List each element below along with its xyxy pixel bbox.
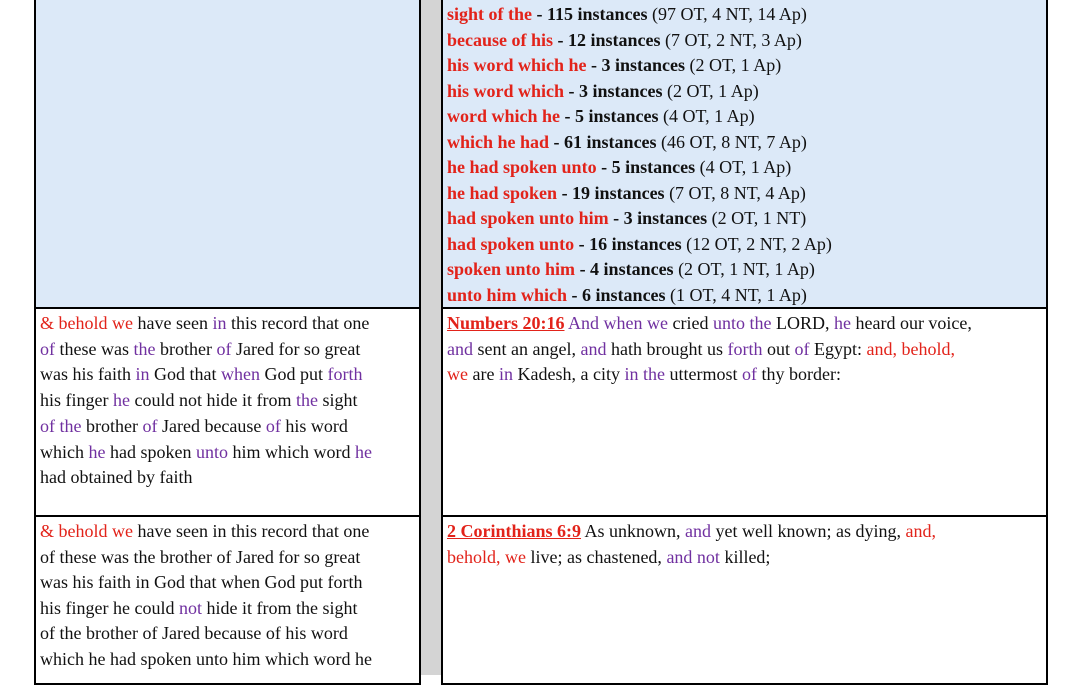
phrase-text: which he had (447, 131, 550, 152)
text-segment: of these was the brother of Jared for so great (40, 546, 361, 567)
text-segment: of the brother of Jared because of his word (40, 623, 348, 643)
instance-count: - 16 instances (574, 233, 687, 254)
text-segment: Jared for so great (231, 338, 361, 359)
instance-count: - 19 instances (557, 182, 670, 203)
text-segment: live; as chastened, (525, 546, 667, 567)
text-segment: Egypt: (809, 338, 867, 359)
text-segment: unto (195, 441, 228, 462)
text-segment: him which word (228, 441, 355, 462)
row3-left-line (40, 570, 362, 595)
text-segment: unto the (712, 313, 772, 333)
text-segment: and not (666, 546, 720, 567)
text-segment: he (354, 441, 372, 462)
instance-breakdown: (46 OT, 8 NT, 7 Ap) (661, 131, 807, 152)
text-segment: he (833, 313, 851, 333)
row3-left-cell (34, 515, 421, 685)
row3-left-line (40, 647, 372, 672)
row2-left-line (40, 465, 192, 490)
instance-count: - 3 instances (608, 208, 712, 228)
text-segment: thy border: (756, 364, 841, 385)
instance-breakdown: (2 OT, 1 Ap) (667, 80, 759, 101)
instance-breakdown: (2 OT, 1 NT) (711, 208, 807, 228)
instance-breakdown: (7 OT, 2 NT, 3 Ap) (665, 29, 802, 50)
row2-right-line (447, 311, 972, 336)
scripture-reference: Numbers 20:16 (447, 313, 565, 333)
instance-count: - 115 instances (532, 4, 653, 24)
text-segment: brother (155, 338, 217, 359)
text-segment: Kadesh, a city (513, 364, 625, 385)
text-segment: have seen (132, 313, 213, 333)
text-segment: have seen in this record that one (132, 521, 370, 541)
text-segment: & behold we (40, 313, 133, 333)
text-segment: we (447, 364, 468, 385)
text-segment: of (142, 415, 158, 436)
text-segment: sight (317, 390, 358, 411)
text-segment: his finger he could (40, 597, 179, 618)
phrase-text: he had spoken unto (447, 157, 597, 177)
text-segment: and (580, 338, 607, 359)
phrase-stat-row (447, 130, 807, 155)
row3-left-line (40, 519, 369, 544)
instance-count: - 4 instances (575, 259, 679, 279)
phrase-stat-row (447, 2, 807, 27)
text-segment: of (216, 338, 232, 359)
text-segment: As unknown, (581, 521, 686, 541)
text-segment: not (178, 597, 202, 618)
text-segment: forth (727, 338, 763, 359)
text-segment: Jared because (157, 415, 266, 436)
instance-breakdown: (4 OT, 1 Ap) (663, 106, 755, 126)
phrase-text: had spoken unto (447, 233, 575, 254)
text-segment: was his faith in God that when God put forth (40, 572, 363, 592)
text-segment: these was (55, 338, 134, 359)
column-gutter (421, 0, 441, 675)
phrase-stat-row (447, 104, 755, 129)
row2-left-line (40, 362, 363, 387)
text-segment: yet well known; as dying, (711, 521, 906, 541)
row2-left-line (40, 337, 360, 362)
row2-left-line (40, 388, 357, 413)
text-segment: And when we (564, 313, 668, 333)
row3-right-line (447, 545, 770, 570)
row2-left-cell (34, 307, 421, 517)
row1-right-cell (441, 0, 1048, 309)
text-segment: hath brought us (606, 338, 728, 359)
phrase-text: sight of the (447, 4, 532, 24)
text-segment: the (133, 338, 156, 359)
phrase-stat-row (447, 79, 759, 104)
phrase-text: unto him which (447, 284, 568, 305)
text-segment: of the (40, 415, 82, 436)
text-segment: God that (149, 364, 221, 385)
instance-breakdown: (4 OT, 1 Ap) (699, 157, 792, 177)
phrase-stat-row (447, 232, 832, 257)
phrase-stat-row (447, 283, 807, 308)
scripture-reference: 2 Corinthians 6:9 (447, 521, 582, 541)
text-segment: was his faith (40, 364, 136, 385)
text-segment: & behold we (40, 521, 133, 541)
text-segment: of (40, 338, 55, 359)
text-segment: God put (260, 364, 328, 385)
text-segment: he (88, 441, 106, 462)
phrase-stat-row (447, 53, 781, 78)
text-segment: he (112, 390, 130, 411)
instance-count: - 3 instances (564, 80, 668, 101)
phrase-stat-row (447, 206, 806, 231)
phrase-stat-row (447, 28, 802, 53)
text-segment: which (40, 441, 89, 462)
text-segment: uttermost (664, 364, 742, 385)
phrase-text: word which he (447, 106, 561, 126)
text-segment: in (135, 364, 150, 385)
text-segment: of (265, 415, 281, 436)
phrase-text: his word which he (447, 55, 587, 75)
instance-breakdown: (2 OT, 1 NT, 1 Ap) (678, 259, 815, 279)
text-segment: LORD, (771, 313, 834, 333)
text-segment: and, behold, (866, 338, 955, 359)
instance-count: - 12 instances (553, 29, 666, 50)
instance-breakdown: (7 OT, 8 NT, 4 Ap) (669, 182, 806, 203)
instance-breakdown: (2 OT, 1 Ap) (689, 55, 782, 75)
row2-right-line (447, 337, 955, 362)
text-segment: and, (905, 521, 937, 541)
text-segment: behold, we (447, 546, 526, 567)
text-segment: are (468, 364, 499, 385)
instance-breakdown: (97 OT, 4 NT, 14 Ap) (652, 4, 807, 24)
text-segment: had spoken (105, 441, 196, 462)
text-segment: the (295, 390, 318, 411)
phrase-stat-row (447, 155, 791, 180)
row2-right-line (447, 362, 841, 387)
instance-count: - 3 instances (586, 55, 690, 75)
text-segment: and (685, 521, 712, 541)
text-segment: sent an angel, (473, 338, 581, 359)
instance-count: - 61 instances (549, 131, 662, 152)
row2-left-line (40, 414, 348, 439)
text-segment: could not hide it from (129, 390, 296, 411)
text-segment: forth (327, 364, 363, 385)
phrase-text: spoken unto him (447, 259, 576, 279)
text-segment: in the (624, 364, 665, 385)
phrase-stat-row (447, 181, 806, 206)
phrase-text: he had spoken (447, 182, 558, 203)
text-segment: hide it from the sight (201, 597, 358, 618)
row2-right-cell (441, 307, 1048, 517)
instance-breakdown: (1 OT, 4 NT, 1 Ap) (670, 284, 807, 305)
phrase-text: because of his (447, 29, 554, 50)
text-segment: killed; (719, 546, 771, 567)
instance-count: - 6 instances (567, 284, 671, 305)
text-segment: brother (81, 415, 143, 436)
text-segment: in (212, 313, 227, 333)
text-segment: of (794, 338, 810, 359)
row1-left-cell (34, 0, 421, 309)
instance-breakdown: (12 OT, 2 NT, 2 Ap) (686, 233, 832, 254)
phrase-text: had spoken unto him (447, 208, 609, 228)
text-segment: when (221, 364, 260, 385)
row3-right-line (447, 519, 936, 544)
phrase-stat-row (447, 257, 815, 282)
text-segment: his finger (40, 390, 113, 411)
instance-count: - 5 instances (560, 106, 664, 126)
row3-left-line (40, 596, 357, 621)
row2-left-line (40, 440, 372, 465)
instance-count: - 5 instances (596, 157, 700, 177)
text-segment: cried (667, 313, 713, 333)
row3-left-line (40, 545, 360, 570)
phrase-text: his word which (447, 80, 565, 101)
text-segment: in (498, 364, 513, 385)
text-segment: of (741, 364, 757, 385)
text-segment: had obtained by faith (40, 467, 193, 488)
text-segment: and (447, 338, 473, 359)
text-segment: heard our voice, (850, 313, 972, 333)
text-segment: his word (280, 415, 348, 436)
text-segment: this record that one (226, 313, 370, 333)
row3-left-line (40, 621, 348, 646)
row2-left-line (40, 311, 369, 336)
text-segment: out (762, 338, 795, 359)
text-segment: which he had spoken unto him which word he (40, 648, 372, 669)
row3-right-cell (441, 515, 1048, 685)
